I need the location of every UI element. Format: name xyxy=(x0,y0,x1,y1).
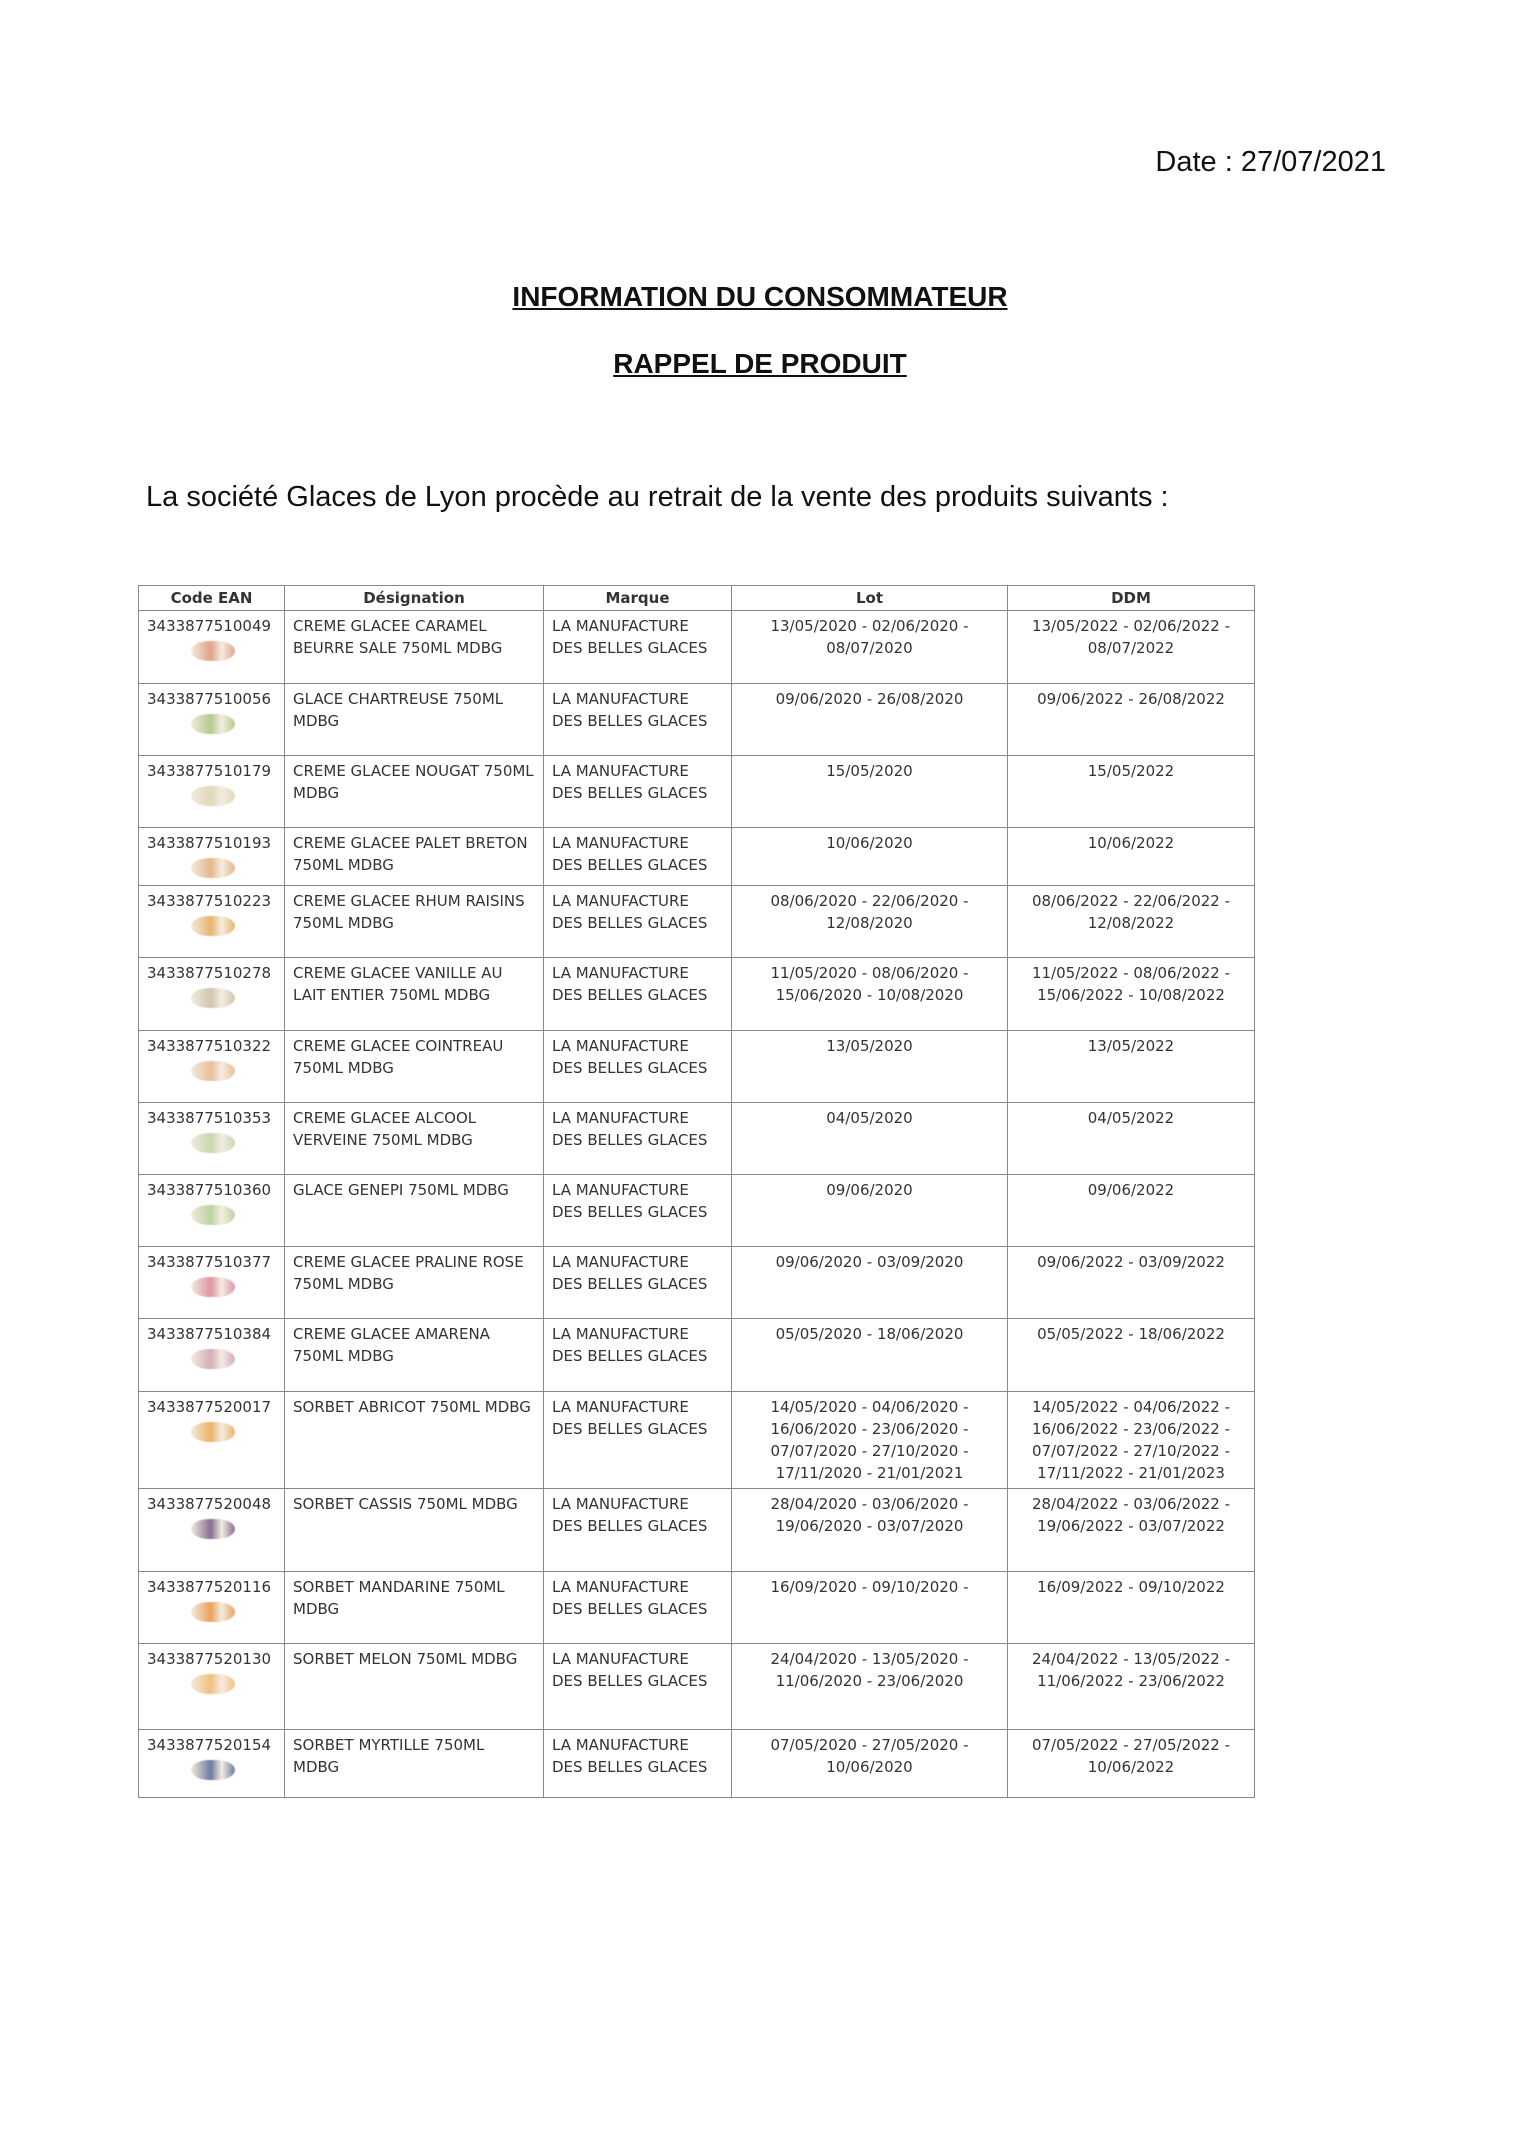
cell-lot: 05/05/2020 - 18/06/2020 xyxy=(732,1319,1008,1392)
cell-ddm: 11/05/2022 - 08/06/2022 - 15/06/2022 - 10/08/2022 xyxy=(1008,958,1255,1031)
cell-lot: 08/06/2020 - 22/06/2020 - 12/08/2020 xyxy=(732,886,1008,958)
table-row xyxy=(139,1103,1255,1175)
product-thumbnail-icon xyxy=(191,1205,235,1225)
cell-marque: LA MANUFACTURE DES BELLES GLACES xyxy=(544,684,732,756)
cell-designation: GLACE CHARTREUSE 750ML MDBG xyxy=(285,684,544,756)
product-thumbnail-icon xyxy=(191,988,235,1008)
cell-lot: 24/04/2020 - 13/05/2020 - 11/06/2020 - 23/06/2020 xyxy=(732,1644,1008,1730)
table-row xyxy=(139,886,1255,958)
table-row xyxy=(139,1175,1255,1247)
recall-table xyxy=(138,585,1255,1798)
cell-code-ean xyxy=(139,1572,285,1644)
cell-ddm: 07/05/2022 - 27/05/2022 - 10/06/2022 xyxy=(1008,1730,1255,1798)
product-thumbnail-icon xyxy=(191,916,235,936)
cell-code-ean xyxy=(139,1319,285,1392)
cell-designation: GLACE GENEPI 750ML MDBG xyxy=(285,1175,544,1247)
product-thumbnail-icon xyxy=(191,786,235,806)
ean-value: 3433877510360 xyxy=(147,1181,272,1199)
cell-lot: 13/05/2020 - 02/06/2020 - 08/07/2020 xyxy=(732,611,1008,684)
cell-marque: LA MANUFACTURE DES BELLES GLACES xyxy=(544,1392,732,1489)
ean-value: 3433877510223 xyxy=(147,892,272,910)
cell-ddm: 15/05/2022 xyxy=(1008,756,1255,828)
cell-lot: 09/06/2020 - 26/08/2020 xyxy=(732,684,1008,756)
table-row xyxy=(139,1031,1255,1103)
cell-code-ean xyxy=(139,756,285,828)
cell-marque: LA MANUFACTURE DES BELLES GLACES xyxy=(544,1103,732,1175)
product-thumbnail-icon xyxy=(191,641,235,661)
table-row xyxy=(139,1319,1255,1392)
cell-lot: 14/05/2020 - 04/06/2020 - 16/06/2020 - 23/06/2020 - 07/07/2020 - 27/10/2020 - 17/11/2020 - 21/01/2021 xyxy=(732,1392,1008,1489)
cell-designation: CREME GLACEE ALCOOL VERVEINE 750ML MDBG xyxy=(285,1103,544,1175)
ean-value: 3433877520130 xyxy=(147,1650,272,1668)
cell-designation: CREME GLACEE NOUGAT 750ML MDBG xyxy=(285,756,544,828)
cell-designation: CREME GLACEE PALET BRETON 750ML MDBG xyxy=(285,828,544,886)
table-row xyxy=(139,828,1255,886)
ean-value: 3433877510377 xyxy=(147,1253,272,1271)
ean-value: 3433877510179 xyxy=(147,762,272,780)
cell-lot: 10/06/2020 xyxy=(732,828,1008,886)
table-row xyxy=(139,1730,1255,1798)
table-row xyxy=(139,1247,1255,1319)
cell-marque: LA MANUFACTURE DES BELLES GLACES xyxy=(544,1489,732,1572)
cell-marque: LA MANUFACTURE DES BELLES GLACES xyxy=(544,1175,732,1247)
product-thumbnail-icon xyxy=(191,1422,235,1442)
cell-marque: LA MANUFACTURE DES BELLES GLACES xyxy=(544,1572,732,1644)
cell-ddm: 05/05/2022 - 18/06/2022 xyxy=(1008,1319,1255,1392)
cell-code-ean xyxy=(139,886,285,958)
header-designation: Désignation xyxy=(285,586,544,611)
cell-ddm: 13/05/2022 - 02/06/2022 - 08/07/2022 xyxy=(1008,611,1255,684)
cell-code-ean xyxy=(139,1730,285,1798)
cell-lot: 13/05/2020 xyxy=(732,1031,1008,1103)
cell-lot: 28/04/2020 - 03/06/2020 - 19/06/2020 - 03/07/2020 xyxy=(732,1489,1008,1572)
cell-designation: CREME GLACEE RHUM RAISINS 750ML MDBG xyxy=(285,886,544,958)
cell-lot: 04/05/2020 xyxy=(732,1103,1008,1175)
table-row xyxy=(139,1644,1255,1730)
cell-marque: LA MANUFACTURE DES BELLES GLACES xyxy=(544,1319,732,1392)
cell-designation: SORBET MYRTILLE 750ML MDBG xyxy=(285,1730,544,1798)
product-thumbnail-icon xyxy=(191,1519,235,1539)
cell-ddm: 09/06/2022 - 26/08/2022 xyxy=(1008,684,1255,756)
cell-ddm: 09/06/2022 xyxy=(1008,1175,1255,1247)
cell-lot: 07/05/2020 - 27/05/2020 - 10/06/2020 xyxy=(732,1730,1008,1798)
cell-code-ean xyxy=(139,1175,285,1247)
cell-designation: SORBET ABRICOT 750ML MDBG xyxy=(285,1392,544,1489)
ean-value: 3433877510193 xyxy=(147,834,272,852)
cell-lot: 09/06/2020 xyxy=(732,1175,1008,1247)
cell-ddm: 24/04/2022 - 13/05/2022 - 11/06/2022 - 23/06/2022 xyxy=(1008,1644,1255,1730)
cell-marque: LA MANUFACTURE DES BELLES GLACES xyxy=(544,1247,732,1319)
ean-value: 3433877510353 xyxy=(147,1109,272,1127)
cell-code-ean xyxy=(139,611,285,684)
cell-code-ean xyxy=(139,828,285,886)
intro-paragraph: La société Glaces de Lyon procède au retrait de la vente des produits suivants : xyxy=(146,481,1169,513)
product-thumbnail-icon xyxy=(191,1277,235,1297)
product-thumbnail-icon xyxy=(191,1674,235,1694)
cell-code-ean xyxy=(139,1247,285,1319)
cell-marque: LA MANUFACTURE DES BELLES GLACES xyxy=(544,1730,732,1798)
cell-marque: LA MANUFACTURE DES BELLES GLACES xyxy=(544,1031,732,1103)
cell-code-ean xyxy=(139,1392,285,1489)
table-row xyxy=(139,684,1255,756)
cell-ddm: 13/05/2022 xyxy=(1008,1031,1255,1103)
cell-marque: LA MANUFACTURE DES BELLES GLACES xyxy=(544,611,732,684)
ean-value: 3433877510056 xyxy=(147,690,272,708)
product-thumbnail-icon xyxy=(191,858,235,878)
table-row xyxy=(139,1392,1255,1489)
ean-value: 3433877520154 xyxy=(147,1736,272,1754)
cell-code-ean xyxy=(139,958,285,1031)
cell-lot: 16/09/2020 - 09/10/2020 - xyxy=(732,1572,1008,1644)
cell-ddm: 28/04/2022 - 03/06/2022 - 19/06/2022 - 03/07/2022 xyxy=(1008,1489,1255,1572)
table-row xyxy=(139,1489,1255,1572)
product-thumbnail-icon xyxy=(191,714,235,734)
product-thumbnail-icon xyxy=(191,1133,235,1153)
cell-ddm: 10/06/2022 xyxy=(1008,828,1255,886)
cell-designation: CREME GLACEE VANILLE AU LAIT ENTIER 750ML MDBG xyxy=(285,958,544,1031)
table-row xyxy=(139,1572,1255,1644)
ean-value: 3433877520116 xyxy=(147,1578,272,1596)
cell-designation: SORBET MANDARINE 750ML MDBG xyxy=(285,1572,544,1644)
ean-value: 3433877520048 xyxy=(147,1495,272,1513)
cell-designation: SORBET MELON 750ML MDBG xyxy=(285,1644,544,1730)
cell-ddm: 09/06/2022 - 03/09/2022 xyxy=(1008,1247,1255,1319)
cell-designation: CREME GLACEE CARAMEL BEURRE SALE 750ML MDBG xyxy=(285,611,544,684)
product-thumbnail-icon xyxy=(191,1349,235,1369)
cell-marque: LA MANUFACTURE DES BELLES GLACES xyxy=(544,886,732,958)
cell-designation: SORBET CASSIS 750ML MDBG xyxy=(285,1489,544,1572)
cell-marque: LA MANUFACTURE DES BELLES GLACES xyxy=(544,756,732,828)
cell-ddm: 04/05/2022 xyxy=(1008,1103,1255,1175)
document-subtitle: RAPPEL DE PRODUIT xyxy=(613,348,907,379)
cell-ddm: 14/05/2022 - 04/06/2022 - 16/06/2022 - 23/06/2022 - 07/07/2022 - 27/10/2022 - 17/11/2022 - 21/01/2023 xyxy=(1008,1392,1255,1489)
cell-lot: 09/06/2020 - 03/09/2020 xyxy=(732,1247,1008,1319)
ean-value: 3433877520017 xyxy=(147,1398,272,1416)
table-row xyxy=(139,958,1255,1031)
cell-code-ean xyxy=(139,1644,285,1730)
cell-marque: LA MANUFACTURE DES BELLES GLACES xyxy=(544,1644,732,1730)
table-row xyxy=(139,756,1255,828)
cell-designation: CREME GLACEE PRALINE ROSE 750ML MDBG xyxy=(285,1247,544,1319)
ean-value: 3433877510384 xyxy=(147,1325,272,1343)
cell-code-ean xyxy=(139,1489,285,1572)
header-code-ean: Code EAN xyxy=(139,586,285,611)
cell-ddm: 16/09/2022 - 09/10/2022 xyxy=(1008,1572,1255,1644)
document-date: Date : 27/07/2021 xyxy=(1155,146,1386,178)
ean-value: 3433877510049 xyxy=(147,617,272,635)
product-thumbnail-icon xyxy=(191,1760,235,1780)
cell-lot: 11/05/2020 - 08/06/2020 - 15/06/2020 - 10/08/2020 xyxy=(732,958,1008,1031)
header-ddm: DDM xyxy=(1008,586,1255,611)
cell-lot: 15/05/2020 xyxy=(732,756,1008,828)
product-thumbnail-icon xyxy=(191,1602,235,1622)
cell-code-ean xyxy=(139,1031,285,1103)
cell-marque: LA MANUFACTURE DES BELLES GLACES xyxy=(544,828,732,886)
header-lot: Lot xyxy=(732,586,1008,611)
cell-ddm: 08/06/2022 - 22/06/2022 - 12/08/2022 xyxy=(1008,886,1255,958)
cell-designation: CREME GLACEE AMARENA 750ML MDBG xyxy=(285,1319,544,1392)
cell-code-ean xyxy=(139,684,285,756)
ean-value: 3433877510278 xyxy=(147,964,272,982)
table-row xyxy=(139,611,1255,684)
table-header-row xyxy=(139,586,1255,611)
product-thumbnail-icon xyxy=(191,1061,235,1081)
cell-marque: LA MANUFACTURE DES BELLES GLACES xyxy=(544,958,732,1031)
cell-code-ean xyxy=(139,1103,285,1175)
cell-designation: CREME GLACEE COINTREAU 750ML MDBG xyxy=(285,1031,544,1103)
ean-value: 3433877510322 xyxy=(147,1037,272,1055)
document-title: INFORMATION DU CONSOMMATEUR xyxy=(512,281,1008,312)
header-marque: Marque xyxy=(544,586,732,611)
table-body xyxy=(139,611,1255,1798)
